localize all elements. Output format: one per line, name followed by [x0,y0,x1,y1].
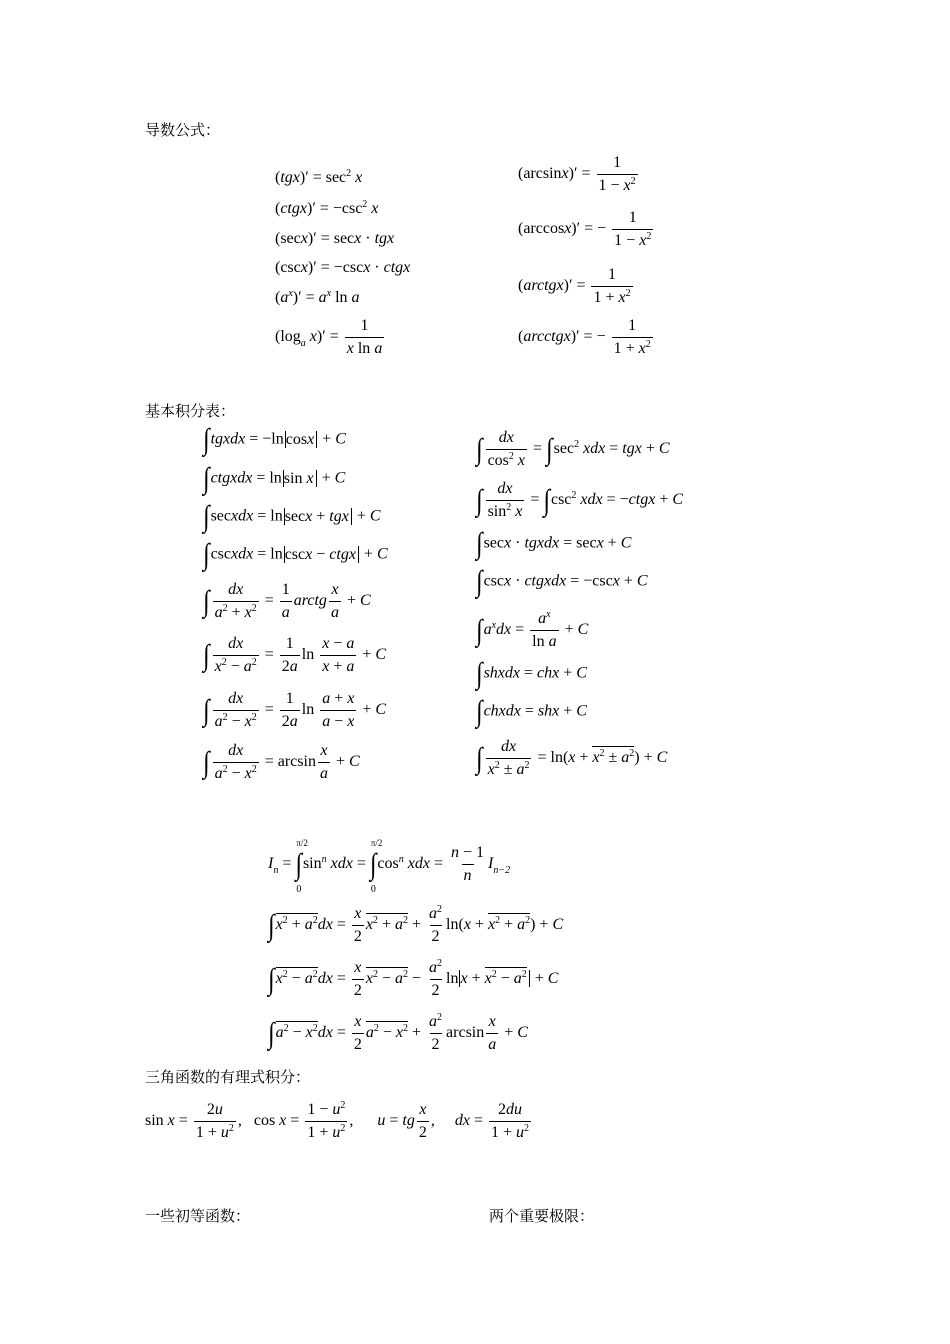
formula-deriv-exp: $(a^x)' = a^x$ ln a [275,288,360,306]
formula-int-ctg: ∫ctgxdx = ln sin x + C [203,462,346,496]
formula-int-x2-minus-a2: ∫ $\frac{dx}{x^2 - a^2}$ = $\frac{1}{2a}$ ln $\frac{x - a}{x + a}$ + C [203,635,387,675]
formula-wallis: $I_n$ = π/2 ∫ 0 $\sin^n$ xdx = π/2 ∫ 0 $\cos^n$ xdx = $\frac{n - 1}{n}$ $I_{n-2}$ [268,837,511,895]
formula-deriv-arcctg: (arcctgx)′ = − $\frac{1}{1 + x^2}$ [518,317,651,357]
formula-deriv-log: ($\log_a$ x)′ = $\frac{1}{\text{x ln a}}$ [275,317,383,357]
heading-elementary-functions: 一些初等函数： [145,1207,251,1225]
heading-trig-rational-integral: 三角函数的有理式积分： [145,1068,311,1086]
formula-int-sec: ∫secxdx = ln secx + tgx + C [203,500,381,534]
heading-important-limits: 两个重要极限： [489,1207,595,1225]
formula-int-sqrt-x2-plus-a2: $\int x^2 + a^2dx$ = $\frac{x}{2}$ $x^2 + a^2$ + $\frac{a^2}{2}$ $\ln(x + x^2 + a^2) + C$ [268,904,564,945]
heading-derivative-formulas: 导数公式： [145,121,221,139]
formula-int-a2-plus-x2: ∫ $\frac{dx}{a^2 + x^2}$ = $\frac{1}{a}$ arctg $\frac{x}{a}$ + C [203,581,371,621]
heading-integral-table: 基本积分表： [145,402,236,420]
formula-int-csc2: ∫ $\frac{dx}{\sin^2 x}$ = $\int\csc^2$ xdx = −ctgx + C [476,480,684,520]
formula-int-ch: ∫chxdx = shx + C [476,695,587,729]
formula-int-arcsin: ∫ $\frac{dx}{a^2 - x^2}$ = arcsin $\frac{x}{a}$ + C [203,742,360,782]
formula-int-csc-ctg: ∫cscx · ctgxdx = −cscx + C [476,565,648,599]
formula-deriv-arcsin: (arcsinx)′ = $\frac{1}{1 - x^2}$ [518,154,636,194]
formula-deriv-ctg: (ctgx)′ = $-\csc^2$ x [275,199,379,217]
formula-int-csc: ∫cscxdx = ln cscx − ctgx + C [203,538,388,572]
formula-int-sqrt-a2-minus-x2: $\int a^2 - x^2dx$ = $\frac{x}{2}$ $a^2 - x^2$ + $\frac{a^2}{2}$ arcsin $\frac{x}{a}$ + C [268,1012,528,1053]
formula-universal-substitution: sin x = $\frac{2u}{1 + u^2}$ , cos x = $\frac{1 - u^2}{1 + u^2}$ , u = tg $\frac{x}{2}$ , dx = $\frac{2du}{1 + u^2}$ [145,1100,529,1141]
formula-deriv-sec: (secx)′ = secx · tgx [275,230,395,247]
formula-deriv-arctg: (arctgx)′ = $\frac{1}{1 + x^2}$ [518,266,631,306]
formula-int-sec2: ∫ $\frac{dx}{\cos^2 x}$ = $\int\sec^2$ xdx = tgx + C [476,429,670,469]
formula-deriv-tg: $(tgx)' = \sec^2 x$ [275,168,363,186]
formula-int-tg: ∫tgxdx = −ln cosx + C [203,423,346,457]
formula-int-ax: $\int a^xdx$ = $\frac{a^x}{\text{ln a}}$ + C [476,609,589,650]
formula-int-sqrt-x2-minus-a2: $\int x^2 - a^2dx$ = $\frac{x}{2}$ $x^2 - a^2$ − $\frac{a^2}{2}$ $\ln x + x^2 - a^2 + C$ [268,958,559,999]
formula-int-sh: ∫shxdx = chx + C [476,657,587,691]
formula-int-sec-tg: ∫secx · tgxdx = secx + C [476,527,632,561]
formula-deriv-csc: (cscx)′ = −cscx · ctgx [275,259,411,276]
formula-int-ln-sqrt: ∫ $\frac{dx}{x^2 \pm a^2}$ = $\ln(x + x^2 \pm a^2) + C$ [476,738,668,778]
formula-int-a2-minus-x2: ∫ $\frac{dx}{a^2 - x^2}$ = $\frac{1}{2a}$ ln $\frac{a + x}{a - x}$ + C [203,690,387,730]
formula-deriv-arccos: (arccosx)′ = − $\frac{1}{1 - x^2}$ [518,209,652,249]
